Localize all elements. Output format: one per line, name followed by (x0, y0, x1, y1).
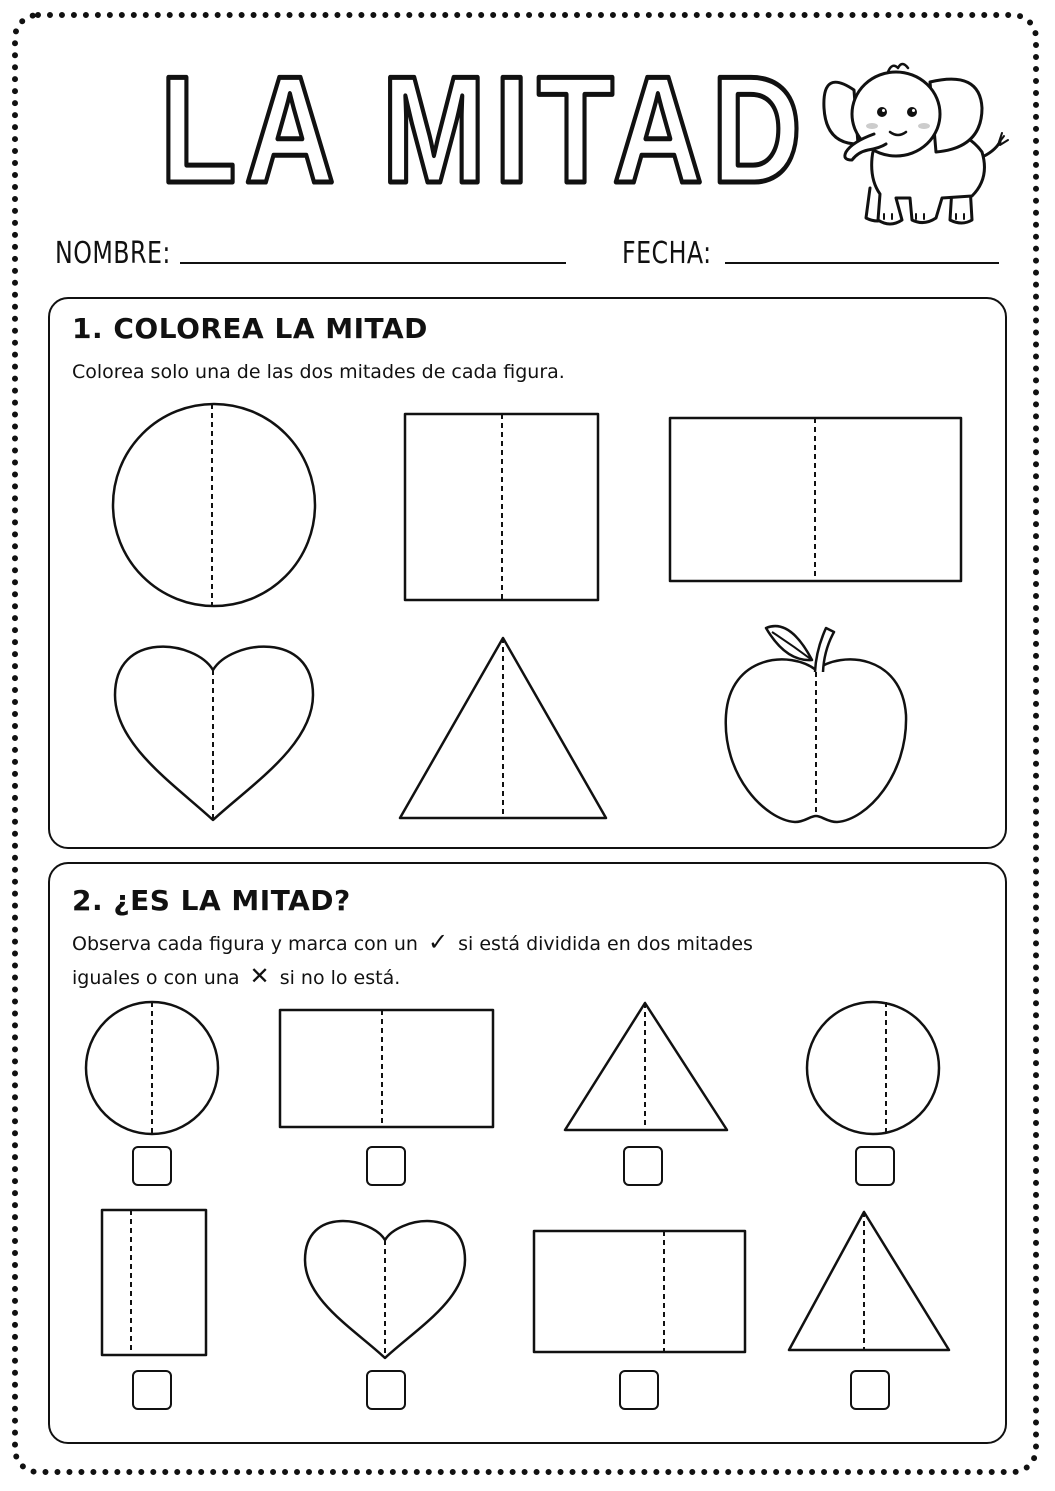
answer-checkbox[interactable] (132, 1146, 172, 1186)
section1-title: 1. COLOREA LA MITAD (72, 312, 428, 345)
answer-checkbox[interactable] (366, 1146, 406, 1186)
shape-triangle (789, 1212, 949, 1350)
shape-rectangle (102, 1210, 206, 1355)
shape-circle (807, 1002, 939, 1134)
section1-instruction: Colorea solo una de las dos mitades de cada figura. (72, 361, 565, 383)
answer-checkbox[interactable] (132, 1370, 172, 1410)
name-label: NOMBRE: (55, 236, 171, 271)
instruction-text-b: si está dividida en dos mitades (458, 933, 753, 955)
answer-checkbox[interactable] (623, 1146, 663, 1186)
instruction-text-c: iguales o con una (72, 967, 240, 989)
shape-rectangle (280, 1010, 493, 1127)
date-label: FECHA: (622, 236, 712, 271)
instruction-text-d: si no lo está. (279, 967, 401, 989)
answer-checkbox[interactable] (366, 1370, 406, 1410)
answer-checkbox[interactable] (855, 1146, 895, 1186)
svg-text:LA MITAD: LA MITAD (160, 45, 810, 215)
section2-title: 2. ¿ES LA MITAD? (72, 884, 351, 917)
answer-checkbox[interactable] (619, 1370, 659, 1410)
instruction-text-a: Observa cada figura y marca con un (72, 933, 418, 955)
answer-checkbox[interactable] (850, 1370, 890, 1410)
check-icon: ✓ (427, 928, 449, 956)
shape-rectangle (534, 1231, 745, 1352)
cross-icon: ✕ (249, 962, 270, 990)
